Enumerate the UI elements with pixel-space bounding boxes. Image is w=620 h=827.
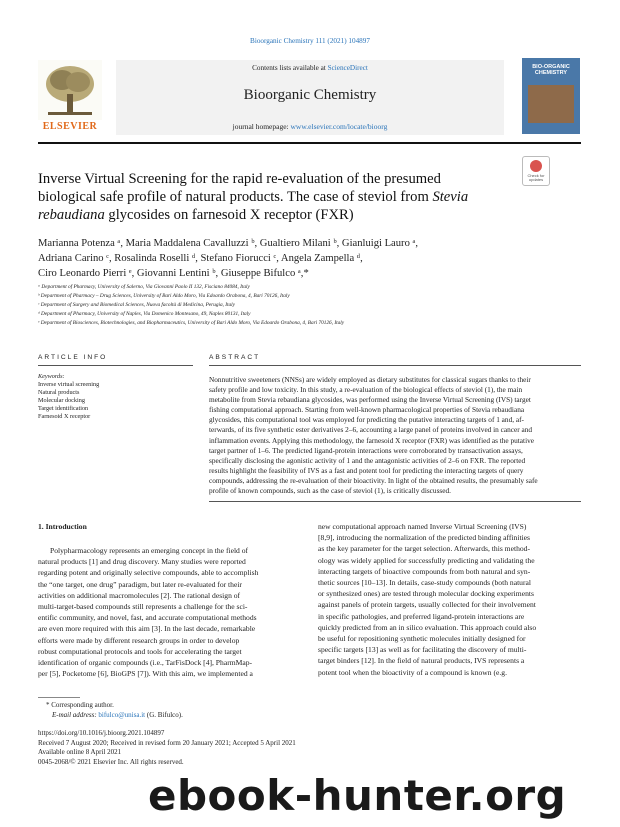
affiliation: ᵉ Department of Biosciences, Biotechnologies, and Biopharmaceutics, University of Bari Aldo Moro, Via Edoardo Orabona, 4, Bari 70126, Italy (38, 320, 345, 326)
body-line: per [5], Pocketome [6], BioGPS [7]). With this aim, we implemented a (38, 669, 253, 679)
keywords-label: Keywords: (38, 373, 65, 380)
body-line: quickly predicted from an in silico evaluation. This approach could also (318, 622, 537, 632)
title-rebaudiana: rebaudiana (38, 207, 105, 223)
abstract-line: inflammation events. Applying this methodology, the farnesoid X receptor (FXR) was identified as the putative (209, 435, 534, 445)
author-list (38, 236, 578, 281)
body-line: are even more required with this aim [3]. In the last decade, remarkable (38, 624, 256, 634)
affiliation: ᵈ Department of Pharmacy, University of Naples, Via Domenico Montesano, 49, Naples 80131, Italy (38, 311, 251, 317)
journal-reference[interactable]: Bioorganic Chemistry 111 (2021) 104897 (250, 37, 370, 45)
body-line: natural products [1] and drug discovery. Many studies were reported (38, 557, 246, 567)
email-label: E-mail address: (52, 711, 99, 719)
available-online: Available online 8 April 2021 (38, 748, 122, 756)
abstract-line: profile of known compounds, such as the case of steviol (1), is critically discussed. (209, 486, 451, 496)
body-line: be useful for repositioning synthetic molecules initially designed for (318, 634, 526, 644)
authors-line-3[interactable]: Ciro Leonardo Pierri ᵉ, Giovanni Lentini ᵇ, Giuseppe Bifulco ᵃ,* (38, 268, 309, 279)
abstract-line: glycosides, this computational tool was employed for predicting the putative interacting targets of 1 and, af- (209, 415, 524, 425)
body-line: multi-target-based compounds still represents a challenge for the sci- (38, 602, 248, 612)
right-column-text (318, 521, 581, 678)
title-line-1: Inverse Virtual Screening for the rapid re-evaluation of the presumed (38, 171, 441, 187)
abstract-body (209, 375, 581, 496)
introduction-heading: 1. Introduction (38, 522, 87, 531)
footnote-email (52, 711, 183, 719)
title-line-3 (38, 206, 508, 224)
left-column-text (38, 545, 296, 679)
body-line: new computational approach named Inverse Virtual Screening (IVS) (318, 522, 527, 531)
cover-title: BIO-ORGANIC CHEMISTRY (532, 64, 570, 77)
body-line: entific community, and novel, fast, and accurate computational methods (38, 613, 257, 623)
authors-line-2[interactable]: Adriana Carino ᶜ, Rosalinda Roselli ᵈ, Stefano Fiorucci ᶜ, Angela Zampella ᵈ, (38, 253, 363, 264)
abstract-line: terwards, of its five synthetic ester derivatives 2–6, accounting a large panel of proteins involved in cancer and (209, 425, 533, 435)
watermark-text: ebook-hunter.org (148, 771, 567, 820)
title-stevia: Stevia (432, 189, 469, 205)
check-for-updates-button[interactable] (522, 156, 550, 186)
affiliation: ᶜ Department of Surgery and Biomedical Sciences, Nuova facoltà di Medicina, Perugia, Italy (38, 302, 235, 308)
abstract-line: target partner of 1–6. The predicted ligand-protein interactions were corroborated by transactivation assays, (209, 445, 523, 455)
contents-prefix: Contents lists available at (252, 64, 328, 72)
sciencedirect-link[interactable]: ScienceDirect (327, 64, 368, 72)
body-line: activities on additional macromolecules [2]. The rational design of (38, 590, 241, 600)
homepage-link[interactable]: www.elsevier.com/locate/bioorg (290, 122, 388, 131)
update-icon (530, 160, 542, 172)
body-line: regarding potent and originally selective compounds, able to accomplish (38, 568, 259, 578)
article-info-heading: ARTICLE INFO (38, 354, 108, 361)
elsevier-tree-logo (38, 60, 102, 120)
abstract-line: specifically disclosing the agonistic activity of 1 and the antagonistic activities of 2–6 on FXR. The reported (209, 455, 526, 465)
abstract-line: results highlight the feasibility of IVS as a fast and potent tool for predicting the interacting targets of query (209, 465, 524, 475)
affiliation: ᵃ Department of Pharmacy, University of Salerno, Via Giovanni Paolo II 132, Fisciano 84084, Italy (38, 284, 250, 290)
abstract-line: Nonnutritive sweeteners (NNSs) are widely employed as dietary substitutes for classical sugars thanks to their (209, 375, 531, 384)
journal-cover-image (522, 58, 580, 134)
body-line: the “one target, one drug” paradigm, but later re-evaluated for their (38, 579, 242, 589)
keyword: Natural products (38, 389, 80, 396)
abstract-rule (209, 365, 581, 366)
body-line: efforts were made by different research groups in order to develop (38, 635, 240, 645)
body-line: against panels of protein targets, usually collected for their involvement (318, 600, 536, 610)
abstract-line: safety profile and low toxicity. In this study, a re-evaluation of the biological effects of steviol (1), the main (209, 385, 523, 395)
body-line: ology was widely applied for successfully predicting and validating the (318, 555, 535, 565)
footnote-rule (38, 697, 80, 698)
journal-title: Bioorganic Chemistry (243, 87, 377, 103)
cover-artwork (528, 85, 574, 123)
received-dates: Received 7 August 2020; Received in revised form 20 January 2021; Accepted 5 April 2021 (38, 739, 296, 747)
abstract-line: metabolite from Stevia rebaudiana glycosides, was performed using the Inverse Virtual Screening (IVS) target (209, 395, 531, 405)
body-line: interacting targets of bioactive compounds from both natural and syn- (318, 566, 531, 576)
body-line: potent tool when the bioactivity of a compound is known (e.g. (318, 667, 507, 677)
body-line: thetic sources [10–13]. In details, case-study compounds (both natural (318, 578, 531, 588)
doi-link[interactable]: https://doi.org/10.1016/j.bioorg.2021.104897 (38, 729, 165, 737)
title-line-2-wrap (38, 188, 508, 206)
body-line: identification of organic compounds (i.e., TarFisDock [4], PharmMap- (38, 658, 253, 668)
copyright-line: 0045-2068/© 2021 Elsevier Inc. All rights reserved. (38, 758, 184, 766)
body-line: [8,9], introducing the normalization of the predicted binding affinities (318, 533, 531, 543)
authors-line-1[interactable]: Marianna Potenza ᵃ, Maria Maddalena Cavalluzzi ᵇ, Gualtiero Milani ᵇ, Gianluigi Lauro ᵃ, (38, 238, 419, 249)
footnote-corresponding: * Corresponding author. (46, 701, 114, 709)
abstract-line: compounds, addressing the re-evaluation of their bioactivity. In light of the obtained results, the presumably safe (209, 475, 538, 485)
check-updates-label: Check for updates (527, 173, 545, 183)
body-line: Polypharmacology represents an emerging concept in the field of (50, 546, 249, 555)
abstract-bottom-rule (209, 501, 581, 502)
keyword: Inverse virtual screening (38, 381, 100, 388)
body-line: in specific pathologies, and preferred ligand-protein interactions are (318, 611, 525, 621)
article-title (38, 170, 508, 224)
journal-homepage (116, 122, 504, 131)
header-rule (38, 142, 581, 144)
email-rest: (G. Bifulco). (145, 711, 183, 719)
title-line-2: biological safe profile of natural products. The case of steviol from (38, 189, 429, 205)
publisher-name: ELSEVIER (42, 121, 98, 132)
body-line: or synthesized ones) are tested through molecular docking experiments (318, 589, 534, 599)
keyword: Molecular docking (38, 397, 85, 404)
homepage-prefix: journal homepage: (232, 122, 291, 131)
affiliation: ᵇ Department of Pharmacy – Drug Sciences, University of Bari Aldo Moro, Via Edoardo Orabona, 4, Bari 70126, Italy (38, 293, 290, 299)
body-line: robust computational protocols and tools for accelerating the target (38, 646, 242, 656)
article-info-rule (38, 365, 193, 366)
abstract-line: fishing computational approach. Starting from well-known pharmacological properties of Stevia rebaudiana (209, 405, 525, 415)
body-line: as the key parameter for the target selection. Afterwards, this method- (318, 544, 530, 554)
abstract-heading: ABSTRACT (209, 354, 261, 361)
body-line: specific targets [13] as well as for facilitating the discovery of multi- (318, 645, 527, 655)
keyword: Target identification (38, 405, 89, 412)
contents-line (116, 64, 504, 72)
keyword: Farnesoid X receptor (38, 413, 91, 420)
body-line: target binders [12]. In the field of natural products, IVS represents a (318, 656, 525, 666)
email-link[interactable]: bifulco@unisa.it (98, 711, 146, 719)
title-line-3-rest: glycosides on farnesoid X receptor (FXR) (104, 207, 354, 223)
